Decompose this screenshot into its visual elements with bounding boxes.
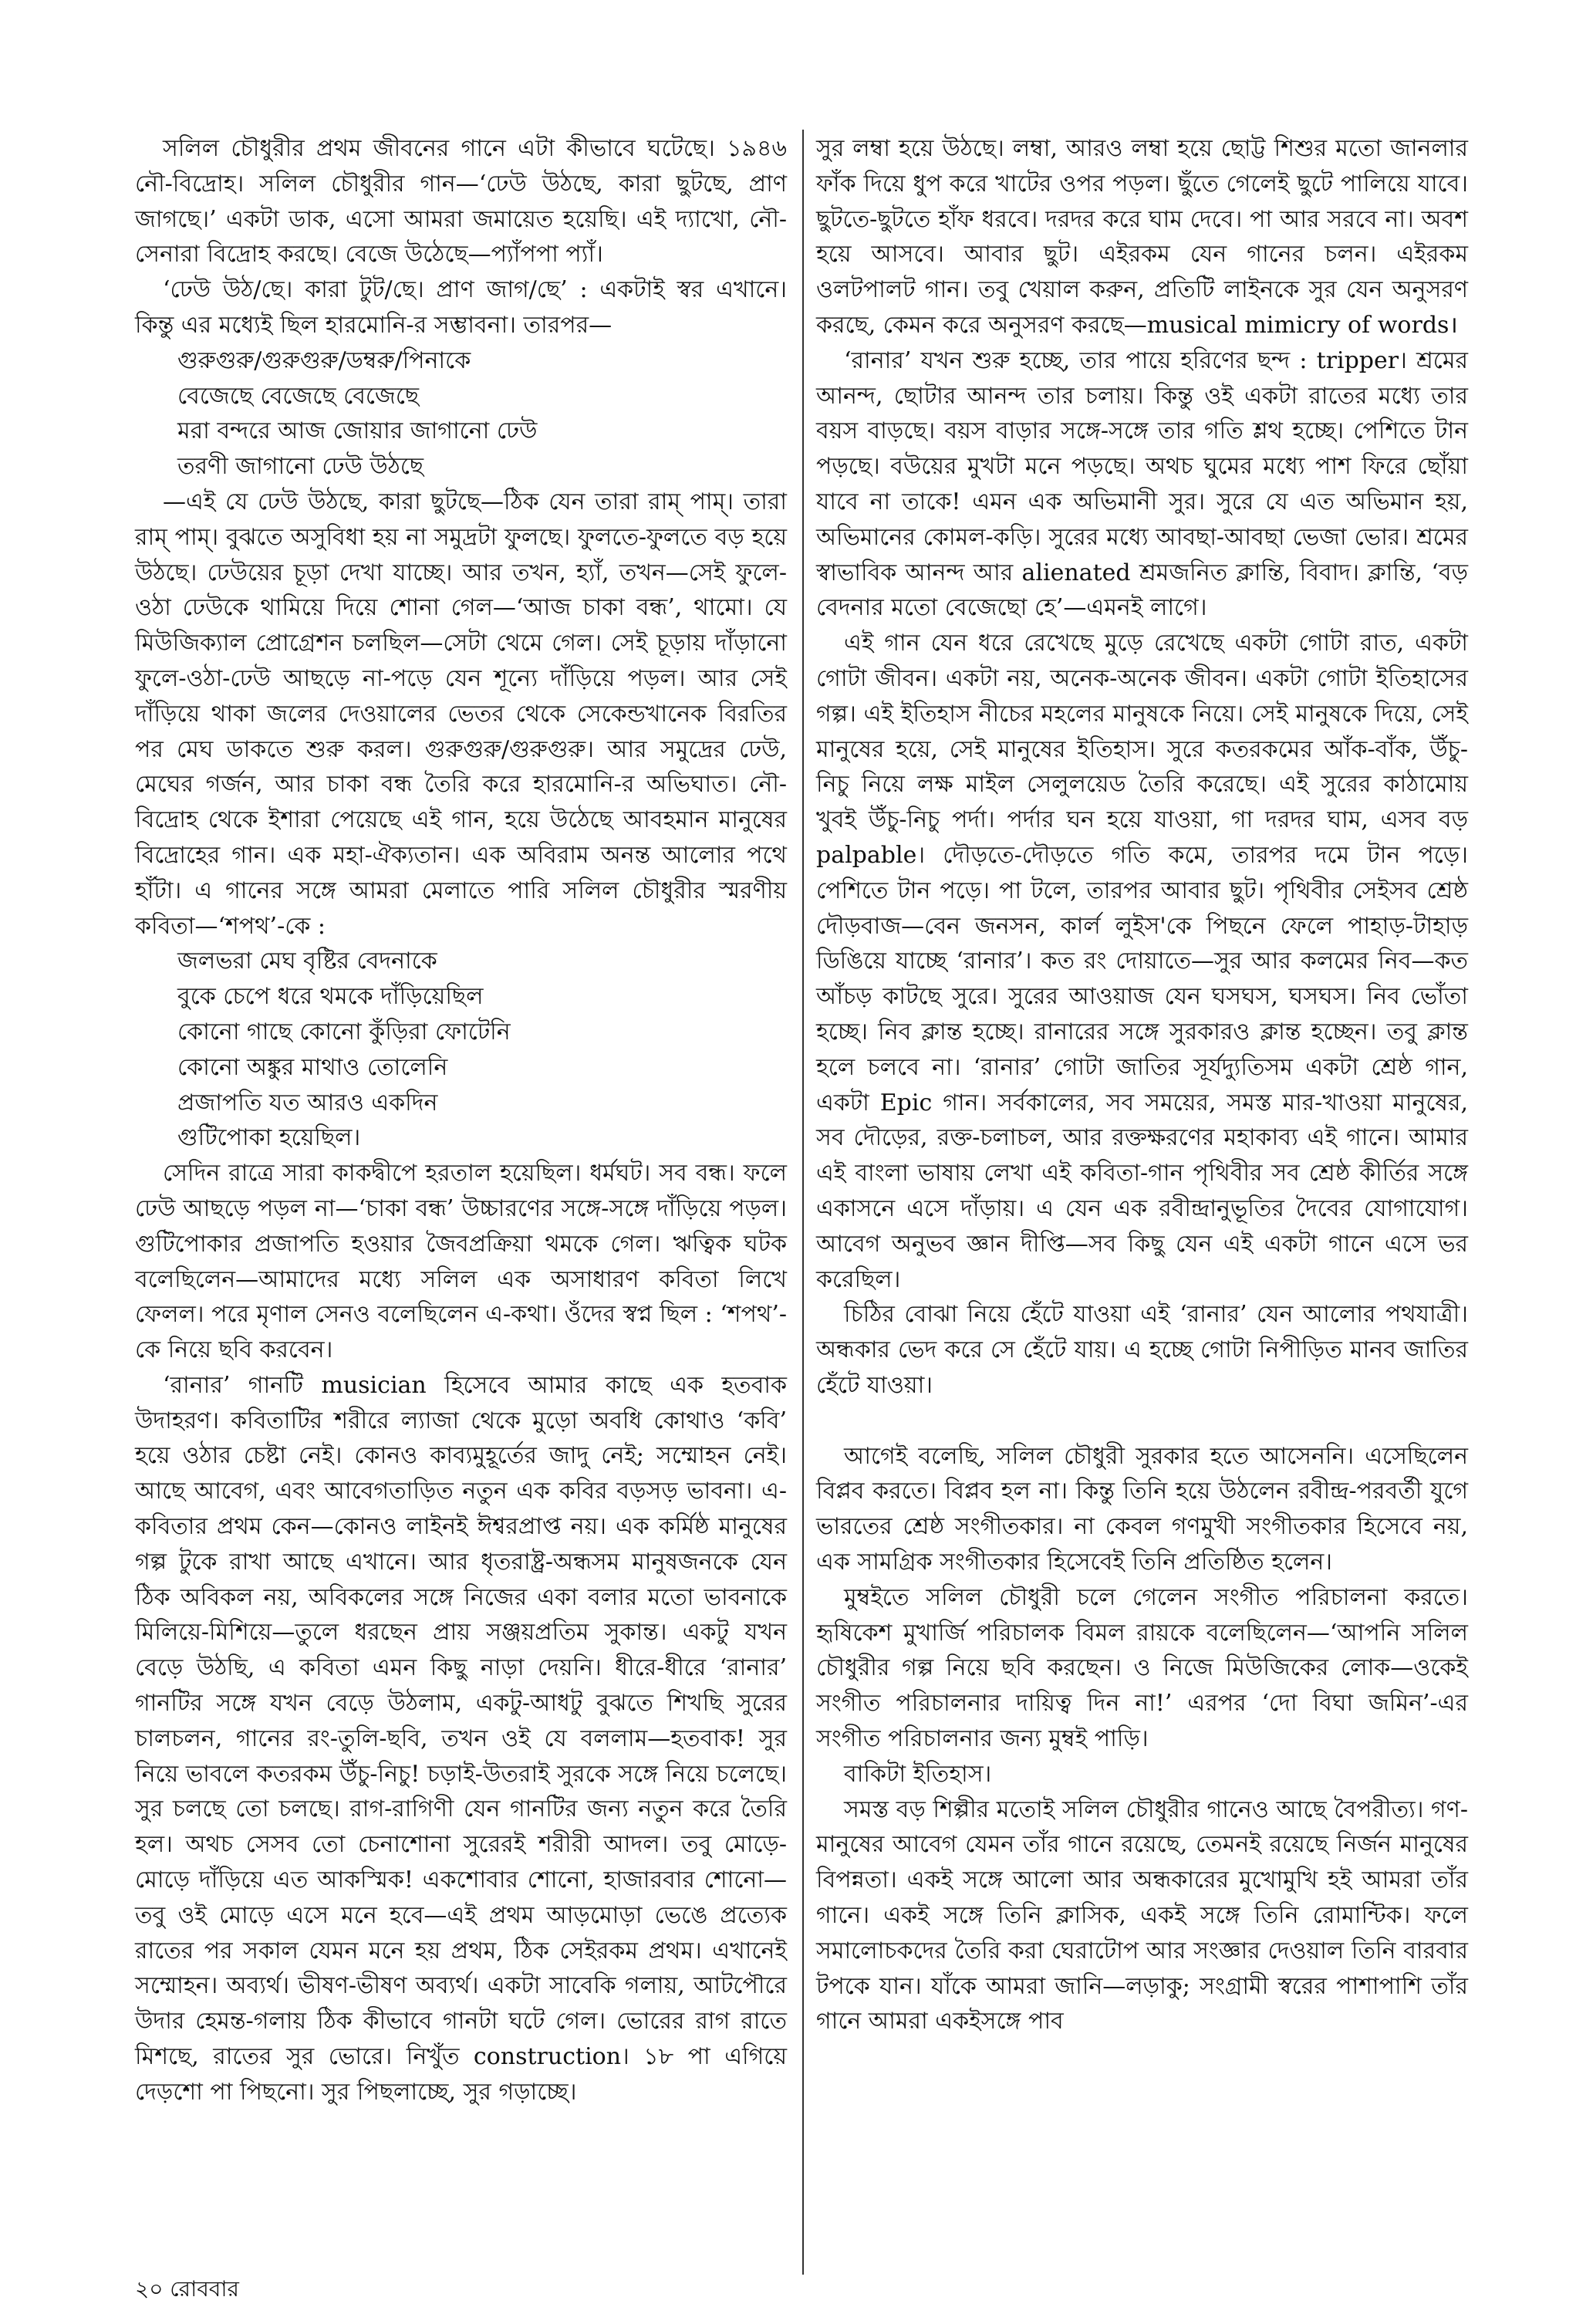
verse-line: বুকে চেপে ধরে থমকে দাঁড়িয়েছিল	[177, 983, 484, 1011]
verse-line: মরা বন্দরে আজ জোয়ার জাগানো ঢেউ	[177, 417, 538, 445]
paragraph: ‘ঢেউ উঠ/ছে। কারা টুট/ছে। প্রাণ জাগ/ছে’ : একটাই স্বর এখানে। কিন্তু এর মধ্যেই ছিল হারমোনি-র সম্ভাবনা। তারপর—	[135, 276, 787, 339]
section-break	[816, 1404, 1468, 1439]
paragraph: বাকিটা ইতিহাস।	[844, 1760, 992, 1788]
verse-line: তরণী জাগানো ঢেউ উঠছে	[177, 453, 424, 481]
verse-line: প্রজাপতি যত আরও একদিন	[177, 1089, 438, 1116]
verse-block-1	[135, 343, 787, 485]
paragraph: মুম্বইতে সলিল চৌধুরী চলে গেলেন সংগীত পরিচালনা করতে। হৃষিকেশ মুখার্জি পরিচালক বিমল রায়কে বলেছিলেন—‘আপনি সলিল চৌধুরীর গল্প নিয়ে ছবি করছেন। ও নিজে মিউজিকের লোক—ওকেই সংগীত পরিচালনার দায়িত্ব দিন না!’ এরপর ‘দো বিঘা জমিন’-এর সংগীত পরিচালনার জন্য মুম্বই পাড়ি।	[816, 1583, 1468, 1753]
column-divider	[802, 130, 804, 2275]
paragraph: —এই যে ঢেউ উঠছে, কারা ছুটছে—ঠিক যেন তারা রাম্ পাম্। তারা রাম্ পাম্। বুঝতে অসুবিধা হয় না সমুদ্রটা ফুলছে। ফুলতে-ফুলতে বড় হয়ে উঠছে। ঢেউয়ের চূড়া দেখা যাচ্ছে। আর তখন, হ্যাঁ, তখন—সেই ফুলে-ওঠা ঢেউকে থামিয়ে দিয়ে শোনা গেল—‘আজ চাকা বন্ধ’, থামো। যে মিউজিক্যাল প্রোগ্রেশন চলছিল—সেটা থেমে গেল। সেই চূড়ায় দাঁড়ানো ফুলে-ওঠা-ঢেউ আছড়ে না-পড়ে যেন শূন্যে দাঁড়িয়ে পড়ল। আর সেই দাঁড়িয়ে থাকা জলের দেওয়ালের ভেতর থেকে সেকেন্ডখানেক বিরতির পর মেঘ ডাকতে শুরু করল। গুরুগুরু/গুরুগুরু। আর সমুদ্রের ঢেউ, মেঘের গর্জন, আর চাকা বন্ধ তৈরি করে হারমোনি-র অভিঘাত। নৌ-বিদ্রোহ থেকে ইশারা পেয়েছে এই গান, হয়ে উঠেছে আবহমান মানুষের বিদ্রোহের গান। এক মহা-ঐক্যতান। এক অবিরাম অনন্ত আলোর পথে হাঁটা। এ গানের সঙ্গে আমরা মেলাতে পারি সলিল চৌধুরীর স্মরণীয় কবিতা—‘শপথ’-কে :	[135, 488, 787, 940]
paragraph: এই গান যেন ধরে রেখেছে মুড়ে রেখেছে একটা গোটা রাত, একটা গোটা জীবন। একটা নয়, অনেক-অনেক জীবন। একটা গোটা ইতিহাসের গল্প। এই ইতিহাস নীচের মহলের মানুষকে নিয়ে। সেই মানুষকে দিয়ে, সেই মানুষের হয়ে, সেই মানুষের ইতিহাস। সুরে কতরকমের আঁক-বাঁক, উঁচু-নিচু নিয়ে লক্ষ মাইল সেলুলয়েড তৈরি করেছে। এই সুরের কাঠামোয় খুবই উঁচু-নিচু পর্দা। পর্দার ঘন হয়ে যাওয়া, গা দরদর ঘাম, এসব বড় palpable। দৌড়তে-দৌড়তে গতি কমে, তারপর দমে টান পড়ে। পেশিতে টান পড়ে। পা টলে, তারপর আবার ছুট। পৃথিবীর সেইসব শ্রেষ্ঠ দৌড়বাজ—বেন জনসন, কার্ল লুইস'কে পিছনে ফেলে পাহাড়-টাহাড় ডিঙিয়ে যাচ্ছে ‘রানার’। কত রং দোয়াতে—সুর আর কলমের নিব—কত আঁচড় কাটছে সুরে। সুরের আওয়াজ যেন ঘসঘস, ঘসঘস। নিব ভোঁতা হচ্ছে। নিব ক্লান্ত হচ্ছে। রানারের সঙ্গে সুরকারও ক্লান্ত হচ্ছেন। তবু ক্লান্ত হলে চলবে না। ‘রানার’ গোটা জাতির সূর্যদ্যুতিসম একটা শ্রেষ্ঠ গান, একটা Epic গান। সর্বকালের, সব সময়ের, সমস্ত মার-খাওয়া মানুষের, সব দৌড়ের, রক্ত-চলাচল, আর রক্তক্ষরণের মহাকাব্য এই গানে। আমার এই বাংলা ভাষায় লেখা এই কবিতা-গান পৃথিবীর সব শ্রেষ্ঠ কীর্তির সঙ্গে একাসনে এসে দাঁড়ায়। এ যেন এক রবীন্দ্রানুভূতির দৈবের যোগাযোগ। আবেগ অনুভব জ্ঞান দীপ্তি—সব কিছু যেন এই একটা গানে এসে ভর করেছিল।	[816, 630, 1468, 1293]
paragraph: সুর লম্বা হয়ে উঠছে। লম্বা, আরও লম্বা হয়ে ছোট্ট শিশুর মতো জানলার ফাঁক দিয়ে ধুপ করে খাটের ওপর পড়ল। ছুঁতে গেলেই ছুটে পালিয়ে যাবে। ছুটতে-ছুটতে হাঁফ ধরবে। দরদর করে ঘাম দেবে। পা আর সরবে না। অবশ হয়ে আসবে। আবার ছুট। এইরকম যেন গানের চলন। এইরকম ওলটপালট গান। তবু খেয়াল করুন, প্রতিটি লাইনকে সুর যেন অনুসরণ করছে, কেমন করে অনুসরণ করছে—musical mimicry of words।	[816, 135, 1468, 339]
right-column	[816, 131, 1468, 2039]
paragraph: চিঠির বোঝা নিয়ে হেঁটে যাওয়া এই ‘রানার’ যেন আলোর পথযাত্রী। অন্ধকার ভেদ করে সে হেঁটে যায়। এ হচ্ছে গোটা নিপীড়িত মানব জাতির হেঁটে যাওয়া।	[816, 1301, 1468, 1399]
paragraph: আগেই বলেছি, সলিল চৌধুরী সুরকার হতে আসেননি। এসেছিলেন বিপ্লব করতে। বিপ্লব হল না। কিন্তু তিনি হয়ে উঠলেন রবীন্দ্র-পরবর্তী যুগে ভারতের শ্রেষ্ঠ সংগীতকার। না কেবল গণমুখী সংগীতকার হিসেবে নয়, এক সামগ্রিক সংগীতকার হিসেবেই তিনি প্রতিষ্ঠিত হলেন।	[816, 1442, 1468, 1576]
paragraph: ‘রানার’ গানটি musician হিসেবে আমার কাছে এক হতবাক উদাহরণ। কবিতাটির শরীরে ল্যাজা থেকে মুড়ো অবধি কোথাও ‘কবি’ হয়ে ওঠার চেষ্টা নেই। কোনও কাব্যমুহূর্তের জাদু নেই; সম্মোহন নেই। আছে আবেগ, এবং আবেগতাড়িত নতুন এক কবির বড়সড় ভাবনা। এ-কবিতার প্রথম কেন—কোনও লাইনই ঈশ্বরপ্রাপ্ত নয়। এক কর্মিষ্ঠ মানুষের গল্প টুকে রাখা আছে এখানে। আর ধৃতরাষ্ট্র-অন্ধসম মানুষজনকে যেন ঠিক অবিকল নয়, অবিকলের সঙ্গে নিজের একা বলার মতো ভাবনাকে মিলিয়ে-মিশিয়ে—তুলে ধরছেন প্রায় সঞ্জয়প্রতিম সুকান্ত। একটু যখন বেড়ে উঠছি, এ কবিতা এমন কিছু নাড়া দেয়নি। ধীরে-ধীরে ‘রানার’ গানটির সঙ্গে যখন বেড়ে উঠলাম, একটু-আধটু বুঝতে শিখছি সুরের চালচলন, গানের রং-তুলি-ছবি, তখন ওই যে বললাম—হতবাক! সুর নিয়ে ভাবলে কতরকম উঁচু-নিচু! চড়াই-উতরাই সুরকে সঙ্গে নিয়ে চলেছে। সুর চলছে তো চলছে। রাগ-রাগিণী যেন গানটির জন্য নতুন করে তৈরি হল। অথচ সেসব তো চেনাশোনা সুরেরই শরীরী আদল। তবু মোড়ে-মোড়ে দাঁড়িয়ে এত আকস্মিক! একশোবার শোনো, হাজারবার শোনো—তবু ওই মোড়ে এসে মনে হবে—এই প্রথম আড়মোড়া ভেঙে প্রত্যেক রাতের পর সকাল যেমন মনে হয় প্রথম, ঠিক সেইরকম প্রথম। এখানেই সম্মোহন। অব্যর্থ। ভীষণ-ভীষণ অব্যর্থ। একটা সাবেকি গলায়, আটপৌরে উদার হেমন্ত-গলায় ঠিক কীভাবে গানটা ঘটে গেল। ভোরের রাগ রাতে মিশছে, রাতের সুর ভোরে। নিখুঁত construction। ১৮ পা এগিয়ে দেড়শো পা পিছনো। সুর পিছলাচ্ছে, সুর গড়াচ্ছে।	[135, 1371, 787, 2106]
verse-line: গুটিপোকা হয়েছিল।	[177, 1124, 361, 1152]
left-column	[135, 131, 787, 2110]
paragraph: ‘রানার’ যখন শুরু হচ্ছে, তার পায়ে হরিণের ছন্দ : tripper। শ্রমের আনন্দ, ছোটার আনন্দ তার চলায়। কিন্তু ওই একটা রাতের মধ্যে তার বয়স বাড়ছে। বয়স বাড়ার সঙ্গে-সঙ্গে তার গতি শ্লথ হচ্ছে। পেশিতে টান পড়ছে। বউয়ের মুখটা মনে পড়ছে। অথচ ঘুমের মধ্যে পাশ ফিরে ছোঁয়া যাবে না তাকে! এমন এক অভিমানী সুর। সুরে যে এত অভিমান হয়, অভিমানের কোমল-কড়ি। সুরের মধ্যে আবছা-আবছা ভেজা ভোর। শ্রমের স্বাভাবিক আনন্দ আর alienated শ্রমজনিত ক্লান্তি, বিবাদ। ক্লান্তি, ‘বড় বেদনার মতো বেজেছো হে’—এমনই লাগে।	[816, 346, 1468, 622]
page-footer: ২০ রোববার	[135, 2276, 239, 2302]
verse-line: বেজেছে বেজেছে বেজেছে	[177, 382, 420, 410]
paragraph: সেদিন রাত্রে সারা কাকদ্বীপে হরতাল হয়েছিল। ধর্মঘট। সব বন্ধ। ফলে ঢেউ আছড়ে পড়ল না—‘চাকা বন্ধ’ উচ্চারণের সঙ্গে-সঙ্গে দাঁড়িয়ে পড়ল। গুটিপোকার প্রজাপতি হওয়ার জৈবপ্রক্রিয়া থমকে গেল। ঋত্বিক ঘটক বলেছিলেন—আমাদের মধ্যে সলিল এক অসাধারণ কবিতা লিখে ফেলল। পরে মৃণাল সেনও বলেছিলেন এ-কথা। ওঁদের স্বপ্ন ছিল : ‘শপথ’-কে নিয়ে ছবি করবেন।	[135, 1160, 787, 1364]
paragraph: সলিল চৌধুরীর প্রথম জীবনের গানে এটা কীভাবে ঘটেছে। ১৯৪৬ নৌ-বিদ্রোহ। সলিল চৌধুরীর গান—‘ঢেউ উঠছে, কারা ছুটছে, প্রাণ জাগছে।’ একটা ডাক, এসো আমরা জমায়েত হয়েছি। এই দ্যাখো, নৌ-সেনারা বিদ্রোহ করছে। বেজে উঠেছে—প্যাঁপপা প্যাঁ।	[135, 135, 787, 269]
verse-line: জলভরা মেঘ বৃষ্টির বেদনাকে	[177, 948, 437, 975]
paragraph: সমস্ত বড় শিল্পীর মতোই সলিল চৌধুরীর গানেও আছে বৈপরীত্য। গণ-মানুষের আবেগ যেমন তাঁর গানে রয়েছে, তেমনই রয়েছে নির্জন মানুষের বিপন্নতা। একই সঙ্গে আলো আর অন্ধকারের মুখোমুখি হই আমরা তাঁর গানে। একই সঙ্গে তিনি ক্লাসিক, একই সঙ্গে তিনি রোমান্টিক। ফলে সমালোচকদের তৈরি করা ঘেরাটোপ আর সংজ্ঞার দেওয়াল তিনি বারবার টপকে যান। যাঁকে আমরা জানি—লড়াকু; সংগ্রামী স্বরের পাশাপাশি তাঁর গানে আমরা একইসঙ্গে পাব	[816, 1795, 1468, 2035]
verse-line: কোনো অঙ্কুর মাথাও তোলেনি	[177, 1053, 448, 1081]
verse-line: কোনো গাছে কোনো কুঁড়িরা ফোটেনি	[177, 1018, 511, 1045]
verse-block-2	[135, 944, 787, 1156]
verse-line: গুরুগুরু/গুরুগুরু/ডম্বরু/পিনাকে	[177, 346, 471, 374]
